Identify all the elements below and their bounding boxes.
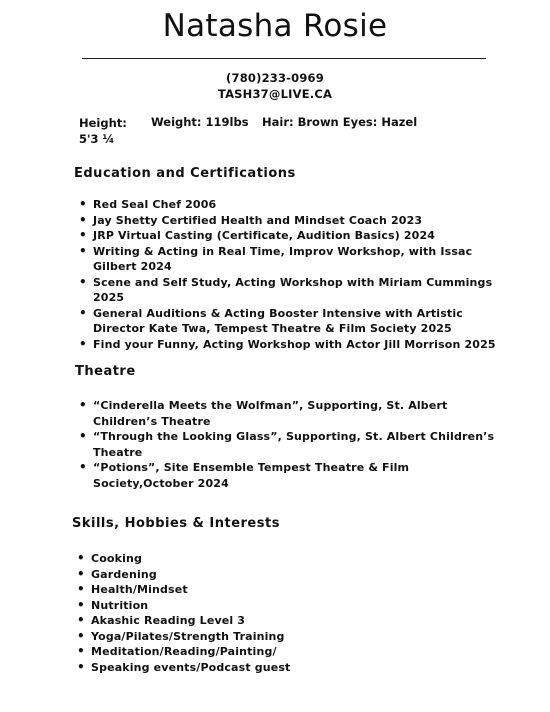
hair-eyes-stat: Hair: Brown Eyes: Hazel: [262, 115, 418, 129]
list-item: • “Potions”, Site Ensemble Tempest Theatre & Film Society,October 2024: [79, 460, 499, 491]
theatre-list: [79, 398, 499, 491]
education-list: [79, 197, 499, 352]
list-item: • Akashic Reading Level 3: [77, 613, 497, 629]
list-item: • General Auditions & Acting Booster Intensive with Artistic Director Kate Twa, Tempest Theatre & Film Society 2025: [79, 306, 499, 337]
list-item: • Writing & Acting in Real Time, Improv Workshop, with Issac Gilbert 2024: [79, 244, 499, 275]
list-item: • Yoga/Pilates/Strength Training: [77, 629, 497, 645]
list-item: • Meditation/Reading/Painting/: [77, 644, 497, 660]
list-item: • Nutrition: [77, 598, 497, 614]
list-item: • Speaking events/Podcast guest: [77, 660, 497, 676]
resume-name: Natasha Rosie: [162, 8, 388, 44]
phone-number: (780)233-0969: [226, 71, 324, 85]
height-stat: Height: 5'3 ¼: [79, 116, 127, 146]
list-item: • Scene and Self Study, Acting Workshop with Miriam Cummings 2025: [79, 275, 499, 306]
list-item: • Red Seal Chef 2006: [79, 197, 499, 213]
weight-stat: Weight: 119lbs: [151, 115, 249, 129]
skills-list: [77, 551, 497, 675]
header-divider: [82, 58, 486, 59]
list-item: • Cooking: [77, 551, 497, 567]
skills-heading: Skills, Hobbies & Interests: [72, 516, 280, 531]
list-item: • Gardening: [77, 567, 497, 583]
list-item: • Health/Mindset: [77, 582, 497, 598]
list-item: • “Cinderella Meets the Wolfman”, Supporting, St. Albert Children’s Theatre: [79, 398, 499, 429]
list-item: • “Through the Looking Glass”, Supporting, St. Albert Children’s Theatre: [79, 429, 499, 460]
list-item: • Jay Shetty Certified Health and Mindset Coach 2023: [79, 213, 499, 229]
list-item: • JRP Virtual Casting (Certificate, Audition Basics) 2024: [79, 228, 499, 244]
education-heading: Education and Certifications: [74, 166, 296, 181]
list-item: • Find your Funny, Acting Workshop with Actor Jill Morrison 2025: [79, 337, 499, 353]
theatre-heading: Theatre: [75, 364, 136, 379]
email-address: TASH37@LIVE.CA: [217, 87, 333, 101]
